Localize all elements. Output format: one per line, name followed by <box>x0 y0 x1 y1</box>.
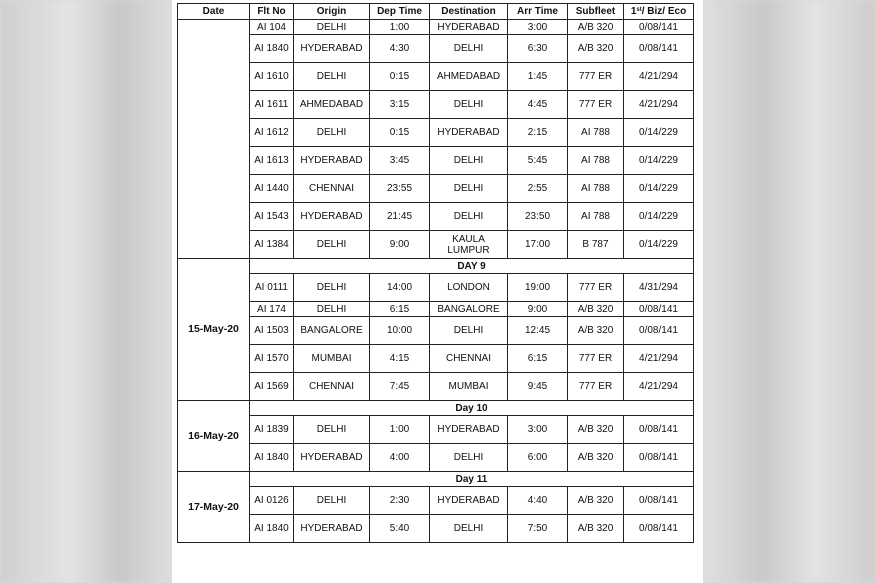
flight-number: AI 0111 <box>250 274 294 302</box>
origin: DELHI <box>294 63 370 91</box>
subfleet: 777 ER <box>568 91 624 119</box>
flight-row <box>178 515 694 543</box>
class-config: 4/21/294 <box>624 63 694 91</box>
flight-row <box>178 35 694 63</box>
flight-row <box>178 317 694 345</box>
flight-number: AI 1543 <box>250 203 294 231</box>
flight-row <box>178 203 694 231</box>
flight-row <box>178 345 694 373</box>
destination: HYDERABAD <box>430 487 508 515</box>
subfleet: AI 788 <box>568 119 624 147</box>
subfleet: AI 788 <box>568 203 624 231</box>
origin: HYDERABAD <box>294 147 370 175</box>
flight-number: AI 1839 <box>250 416 294 444</box>
destination: MUMBAI <box>430 373 508 401</box>
flight-row <box>178 147 694 175</box>
arrival-time: 17:00 <box>508 231 568 259</box>
arrival-time: 9:00 <box>508 302 568 317</box>
departure-time: 1:00 <box>370 20 430 35</box>
destination: HYDERABAD <box>430 119 508 147</box>
header-destination: Destination <box>430 4 508 20</box>
flight-row <box>178 444 694 472</box>
subfleet: A/B 320 <box>568 444 624 472</box>
class-config: 0/14/229 <box>624 119 694 147</box>
flight-row <box>178 373 694 401</box>
destination: DELHI <box>430 444 508 472</box>
class-config: 0/08/141 <box>624 35 694 63</box>
arrival-time: 9:45 <box>508 373 568 401</box>
flight-number: AI 1612 <box>250 119 294 147</box>
class-config: 0/08/141 <box>624 302 694 317</box>
origin: DELHI <box>294 20 370 35</box>
arrival-time: 3:00 <box>508 416 568 444</box>
departure-time: 0:15 <box>370 119 430 147</box>
destination: DELHI <box>430 317 508 345</box>
destination: HYDERABAD <box>430 416 508 444</box>
blurred-background-left <box>0 0 172 583</box>
flight-row <box>178 175 694 203</box>
date-cell: 17-May-20 <box>178 472 250 543</box>
class-config: 0/08/141 <box>624 317 694 345</box>
departure-time: 4:30 <box>370 35 430 63</box>
departure-time: 21:45 <box>370 203 430 231</box>
arrival-time: 2:15 <box>508 119 568 147</box>
arrival-time: 12:45 <box>508 317 568 345</box>
flight-number: AI 1503 <box>250 317 294 345</box>
header-arr-time: Arr Time <box>508 4 568 20</box>
flight-number: AI 1440 <box>250 175 294 203</box>
arrival-time: 4:40 <box>508 487 568 515</box>
date-cell: 16-May-20 <box>178 401 250 472</box>
flight-row <box>178 274 694 302</box>
origin: DELHI <box>294 302 370 317</box>
departure-time: 14:00 <box>370 274 430 302</box>
header-date: Date <box>178 4 250 20</box>
destination: CHENNAI <box>430 345 508 373</box>
origin: HYDERABAD <box>294 515 370 543</box>
origin: MUMBAI <box>294 345 370 373</box>
day-label: DAY 9 <box>250 259 694 274</box>
departure-time: 3:45 <box>370 147 430 175</box>
day-section-row <box>178 401 694 416</box>
flight-number: AI 1610 <box>250 63 294 91</box>
origin: CHENNAI <box>294 175 370 203</box>
departure-time: 5:40 <box>370 515 430 543</box>
subfleet: A/B 320 <box>568 302 624 317</box>
subfleet: AI 788 <box>568 175 624 203</box>
flight-number: AI 174 <box>250 302 294 317</box>
origin: HYDERABAD <box>294 35 370 63</box>
destination: DELHI <box>430 147 508 175</box>
flight-row <box>178 302 694 317</box>
departure-time: 4:15 <box>370 345 430 373</box>
origin: DELHI <box>294 416 370 444</box>
class-config: 4/31/294 <box>624 274 694 302</box>
class-config: 4/21/294 <box>624 91 694 119</box>
arrival-time: 23:50 <box>508 203 568 231</box>
origin: DELHI <box>294 487 370 515</box>
departure-time: 4:00 <box>370 444 430 472</box>
origin: HYDERABAD <box>294 444 370 472</box>
flight-number: AI 1570 <box>250 345 294 373</box>
subfleet: A/B 320 <box>568 20 624 35</box>
day-section-row <box>178 472 694 487</box>
departure-time: 1:00 <box>370 416 430 444</box>
day-section-row <box>178 259 694 274</box>
destination: BANGALORE <box>430 302 508 317</box>
header-class-config: 1st/ Biz/ Eco <box>624 4 694 20</box>
class-config: 0/08/141 <box>624 20 694 35</box>
destination: DELHI <box>430 203 508 231</box>
arrival-time: 19:00 <box>508 274 568 302</box>
origin: AHMEDABAD <box>294 91 370 119</box>
subfleet: 777 ER <box>568 274 624 302</box>
origin: BANGALORE <box>294 317 370 345</box>
flight-row <box>178 416 694 444</box>
origin: DELHI <box>294 119 370 147</box>
arrival-time: 6:30 <box>508 35 568 63</box>
class-config: 0/08/141 <box>624 515 694 543</box>
flight-number: AI 1840 <box>250 35 294 63</box>
departure-time: 7:45 <box>370 373 430 401</box>
subfleet: A/B 320 <box>568 35 624 63</box>
flight-number: AI 0126 <box>250 487 294 515</box>
class-config: 0/14/229 <box>624 203 694 231</box>
destination: HYDERABAD <box>430 20 508 35</box>
arrival-time: 5:45 <box>508 147 568 175</box>
destination: DELHI <box>430 175 508 203</box>
departure-time: 23:55 <box>370 175 430 203</box>
flight-row <box>178 63 694 91</box>
arrival-time: 2:55 <box>508 175 568 203</box>
subfleet: 777 ER <box>568 373 624 401</box>
class-config: 4/21/294 <box>624 345 694 373</box>
departure-time: 10:00 <box>370 317 430 345</box>
departure-time: 0:15 <box>370 63 430 91</box>
flight-number: AI 1569 <box>250 373 294 401</box>
arrival-time: 6:00 <box>508 444 568 472</box>
flight-row <box>178 20 694 35</box>
departure-time: 3:15 <box>370 91 430 119</box>
class-config: 0/14/229 <box>624 231 694 259</box>
origin: DELHI <box>294 274 370 302</box>
flight-row <box>178 119 694 147</box>
class-config: 0/08/141 <box>624 416 694 444</box>
destination: LONDON <box>430 274 508 302</box>
header-row <box>178 4 694 20</box>
arrival-time: 7:50 <box>508 515 568 543</box>
document-page <box>172 0 703 583</box>
subfleet: A/B 320 <box>568 317 624 345</box>
flight-row <box>178 231 694 259</box>
date-cell <box>178 20 250 259</box>
destination: DELHI <box>430 35 508 63</box>
arrival-time: 1:45 <box>508 63 568 91</box>
subfleet: B 787 <box>568 231 624 259</box>
header-subfleet: Subfleet <box>568 4 624 20</box>
origin: HYDERABAD <box>294 203 370 231</box>
day-label: Day 10 <box>250 401 694 416</box>
subfleet: A/B 320 <box>568 416 624 444</box>
class-config: 0/14/229 <box>624 147 694 175</box>
date-cell: 15-May-20 <box>178 259 250 401</box>
flight-row <box>178 91 694 119</box>
header-origin: Origin <box>294 4 370 20</box>
flight-number: AI 104 <box>250 20 294 35</box>
subfleet: 777 ER <box>568 63 624 91</box>
arrival-time: 4:45 <box>508 91 568 119</box>
header-flt-no: Flt No <box>250 4 294 20</box>
origin: DELHI <box>294 231 370 259</box>
departure-time: 2:30 <box>370 487 430 515</box>
subfleet: A/B 320 <box>568 487 624 515</box>
arrival-time: 3:00 <box>508 20 568 35</box>
class-config: 4/21/294 <box>624 373 694 401</box>
departure-time: 9:00 <box>370 231 430 259</box>
blurred-background-right <box>703 0 875 583</box>
destination: DELHI <box>430 91 508 119</box>
subfleet: AI 788 <box>568 147 624 175</box>
origin: CHENNAI <box>294 373 370 401</box>
class-config: 0/08/141 <box>624 444 694 472</box>
flight-number: AI 1613 <box>250 147 294 175</box>
flight-row <box>178 487 694 515</box>
destination: KAULA LUMPUR <box>430 231 508 259</box>
subfleet: 777 ER <box>568 345 624 373</box>
flight-number: AI 1840 <box>250 515 294 543</box>
arrival-time: 6:15 <box>508 345 568 373</box>
destination: DELHI <box>430 515 508 543</box>
flight-number: AI 1840 <box>250 444 294 472</box>
class-config: 0/14/229 <box>624 175 694 203</box>
flight-schedule-table <box>177 3 694 543</box>
flight-number: AI 1384 <box>250 231 294 259</box>
class-config: 0/08/141 <box>624 487 694 515</box>
day-label: Day 11 <box>250 472 694 487</box>
flight-number: AI 1611 <box>250 91 294 119</box>
departure-time: 6:15 <box>370 302 430 317</box>
subfleet: A/B 320 <box>568 515 624 543</box>
header-dep-time: Dep Time <box>370 4 430 20</box>
destination: AHMEDABAD <box>430 63 508 91</box>
